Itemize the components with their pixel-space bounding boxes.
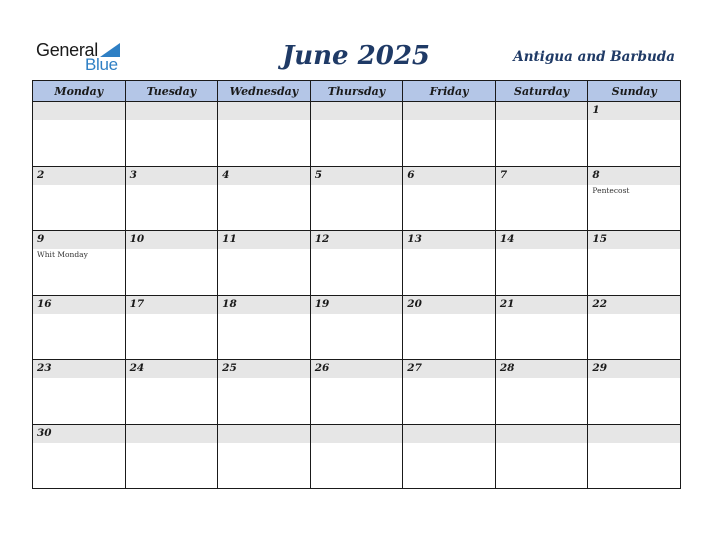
day-number: 1	[592, 104, 600, 116]
weekday-header: Thursday	[311, 81, 404, 102]
day-cell	[588, 296, 681, 361]
day-number-band	[218, 167, 310, 185]
day-cell	[496, 425, 589, 490]
day-cell	[218, 102, 311, 167]
day-cell	[588, 360, 681, 425]
day-cell	[218, 296, 311, 361]
day-cell	[33, 167, 126, 232]
day-number: 3	[129, 168, 137, 181]
day-number: 22	[592, 297, 608, 310]
day-number: 21	[499, 297, 515, 310]
day-number: 19	[314, 297, 330, 310]
day-number-band	[588, 102, 680, 120]
day-number-band	[496, 425, 588, 443]
day-number-band	[218, 102, 310, 120]
day-number-band	[496, 102, 588, 120]
day-cell	[126, 425, 219, 490]
day-number: 15	[592, 233, 608, 245]
day-cell	[126, 296, 219, 361]
day-number-band	[588, 167, 680, 185]
day-cell	[403, 167, 496, 232]
day-cell	[403, 296, 496, 361]
day-number-band	[403, 102, 495, 120]
day-number-band	[126, 102, 218, 120]
day-number-band	[311, 425, 403, 443]
calendar-grid	[32, 80, 681, 489]
day-number: 9	[37, 233, 45, 245]
day-number: 18	[222, 297, 237, 310]
day-cell	[588, 102, 681, 167]
weekday-header: Friday	[403, 81, 496, 102]
day-cell	[311, 231, 404, 296]
day-cell	[126, 231, 219, 296]
day-cell	[403, 425, 496, 490]
day-number-band	[33, 102, 125, 120]
day-number-band	[218, 425, 310, 443]
weekday-header: Wednesday	[218, 81, 311, 102]
day-cell	[496, 231, 589, 296]
day-cell	[33, 102, 126, 167]
day-cell	[496, 102, 589, 167]
day-cell	[403, 231, 496, 296]
day-number: 26	[314, 362, 330, 374]
day-number: 28	[499, 362, 515, 374]
day-number-band	[126, 425, 218, 443]
day-cell	[311, 425, 404, 490]
holiday-label: Pentecost	[592, 185, 630, 195]
day-number: 2	[37, 168, 45, 181]
day-cell	[496, 167, 589, 232]
day-number: 20	[407, 297, 422, 310]
day-cell	[311, 360, 404, 425]
day-number-band	[33, 231, 125, 249]
day-cell	[218, 425, 311, 490]
logo-blue-text: Blue	[85, 55, 118, 74]
holiday-label: Whit Monday	[37, 250, 88, 259]
day-number-band	[126, 167, 218, 185]
day-number-band	[403, 167, 495, 185]
day-number: 17	[129, 297, 145, 310]
day-cell	[496, 360, 589, 425]
day-cell	[126, 102, 219, 167]
day-number-band	[311, 102, 403, 120]
day-number: 7	[499, 168, 508, 181]
day-number: 6	[407, 168, 415, 181]
day-cell	[218, 360, 311, 425]
day-cell	[126, 167, 219, 232]
day-number: 30	[37, 426, 52, 439]
day-number: 4	[222, 168, 230, 181]
day-cell	[403, 102, 496, 167]
day-number-band	[496, 167, 588, 185]
day-cell	[33, 425, 126, 490]
generalblue-logo	[36, 40, 126, 74]
logo-general-text: General	[36, 40, 98, 60]
day-number: 14	[499, 233, 515, 245]
day-cell	[311, 167, 404, 232]
day-number: 13	[407, 233, 422, 245]
day-number: 24	[129, 362, 145, 374]
country-name: Antigua and Barbuda	[513, 49, 675, 65]
day-cell	[588, 231, 681, 296]
day-cell	[33, 231, 126, 296]
day-number: 29	[592, 362, 608, 374]
weekday-header: Tuesday	[126, 81, 219, 102]
day-cell	[218, 167, 311, 232]
weekday-header: Saturday	[496, 81, 589, 102]
day-cell	[311, 102, 404, 167]
weekday-header: Sunday	[588, 81, 681, 102]
day-number: 10	[129, 233, 145, 245]
day-cell	[588, 167, 681, 232]
day-cell	[496, 296, 589, 361]
day-cell	[588, 425, 681, 490]
day-number: 5	[314, 168, 323, 181]
day-number: 25	[222, 362, 237, 374]
day-number: 16	[37, 297, 52, 310]
day-number: 27	[407, 362, 422, 374]
day-number-band	[33, 167, 125, 185]
weekday-header: Monday	[33, 81, 126, 102]
day-number-band	[588, 425, 680, 443]
day-cell	[33, 360, 126, 425]
month-title: June 2025	[281, 41, 431, 71]
day-number: 11	[222, 233, 237, 245]
day-cell	[311, 296, 404, 361]
day-number-band	[403, 425, 495, 443]
day-cell	[403, 360, 496, 425]
day-number: 12	[314, 233, 330, 245]
day-cell	[33, 296, 126, 361]
day-cell	[126, 360, 219, 425]
day-number-band	[311, 167, 403, 185]
day-cell	[218, 231, 311, 296]
day-number: 23	[37, 362, 52, 374]
day-number: 8	[592, 168, 600, 181]
